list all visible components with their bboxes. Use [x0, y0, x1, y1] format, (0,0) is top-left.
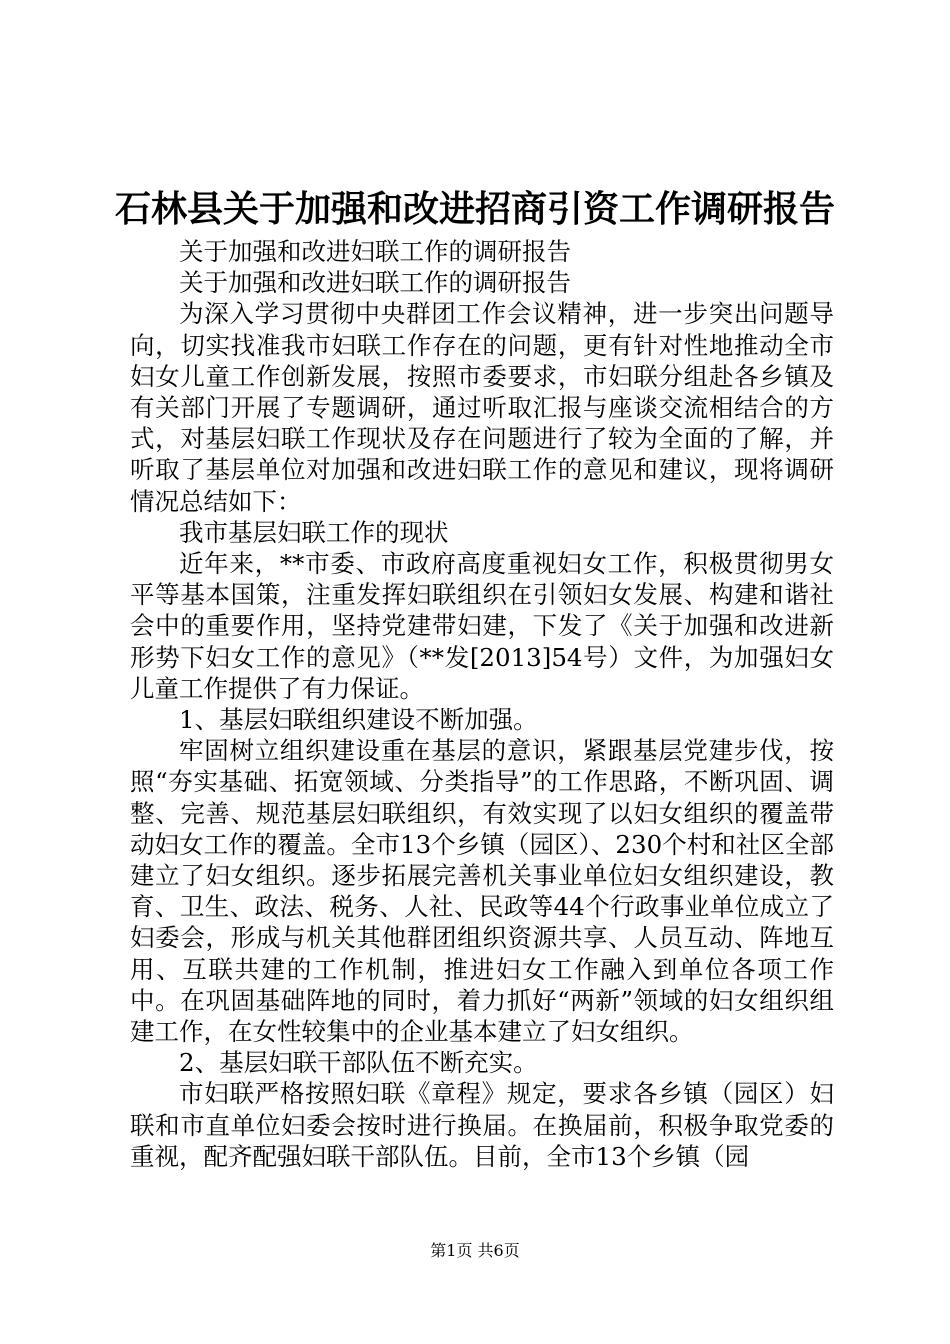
subtitle-paragraph: 关于加强和改进妇联工作的调研报告 [179, 268, 571, 298]
section-heading: 我市基层妇联工作的现状 [179, 517, 449, 547]
document-title: 石林县关于加强和改进招商引资工作调研报告 [114, 188, 835, 230]
intro-paragraph: 为深入学习贯彻中央群团工作会议精神，进一步突出问题导向，切实找准我市妇联工作存在的问题，更有针对性地推动全市妇女儿童工作创新发展，按照市委要求，市妇联分组赴各乡镇及有关部门开展了专题调研，通过听取汇报与座谈交流相结合的方式，对基层妇联工作现状及存在问题进行了较为全面的了解，并听取了基层单位对加强和改进妇联工作的意见和建议，现将调研情况总结如下： [130, 299, 834, 516]
section-heading: 2、基层妇联干部队伍不断充实。 [179, 1048, 538, 1078]
body-paragraph: 市妇联严格按照妇联《章程》规定，要求各乡镇（园区）妇联和市直单位妇委会按时进行换届。在换届前，积极争取党委的重视，配齐配强妇联干部队伍。目前，全市13个乡镇（园 [130, 1079, 834, 1171]
document-body [130, 236, 834, 1172]
body-paragraph: 牢固树立组织建设重在基层的意识，紧跟基层党建步伐，按照“夯实基础、拓宽领域、分类指导”的工作思路，不断巩固、调整、完善、规范基层妇联组织，有效实现了以妇女组织的覆盖带动妇女工作的覆盖。全市13个乡镇（园区）、230个村和社区全部建立了妇女组织。逐步拓展完善机关事业单位妇女组织建设，教育、卫生、政法、税务、人社、民政等44个行政事业单位成立了妇委会，形成与机关其他群团组织资源共享、人员互动、阵地互用、互联共建的工作机制，推进妇女工作融入到单位各项工作中。在巩固基础阵地的同时，着力抓好“两新”领域的妇女组织组建工作，在女性较集中的企业基本建立了妇女组织。 [130, 736, 834, 1047]
body-paragraph: 近年来，**市委、市政府高度重视妇女工作，积极贯彻男女平等基本国策，注重发挥妇联组织在引领妇女发展、构建和谐社会中的重要作用，坚持党建带妇建，下发了《关于加强和改进新形势下妇女工作的意见》（**发[2013]54号）文件，为加强妇女儿童工作提供了有力保证。 [130, 549, 834, 703]
page-footer: 第1页 共6页 [430, 1241, 520, 1260]
subtitle-paragraph: 关于加强和改进妇联工作的调研报告 [179, 237, 571, 266]
section-heading: 1、基层妇联组织建设不断加强。 [179, 705, 538, 735]
